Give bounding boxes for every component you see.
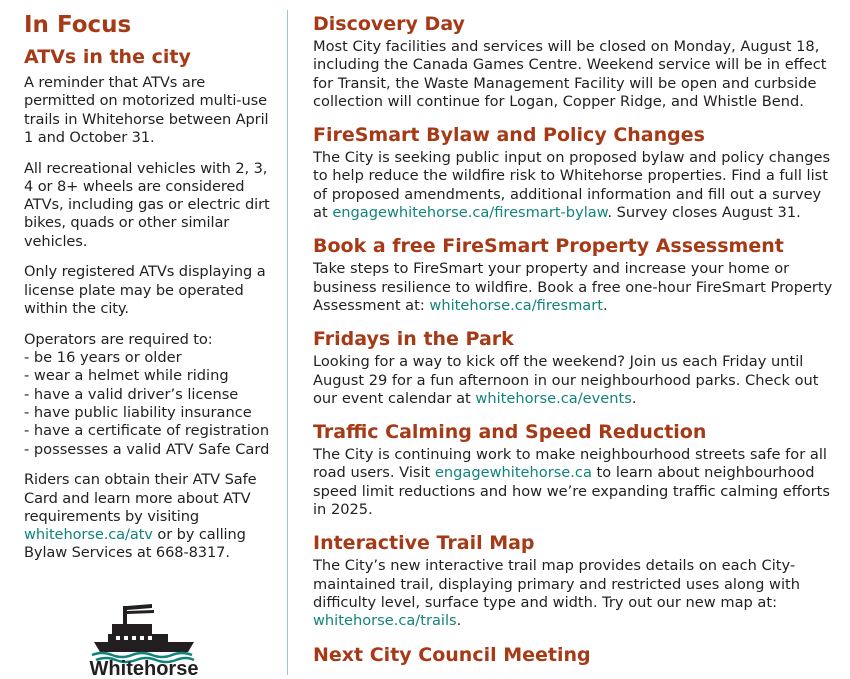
section-text-tail: . (602, 296, 608, 314)
section-title: Discovery Day (313, 13, 465, 35)
atv-subheading: ATVs in the city (24, 46, 191, 68)
section-traffic-calming (313, 420, 833, 519)
section-body (313, 260, 833, 315)
logo-wordmark: Whitehorse (89, 658, 199, 675)
section-body (313, 557, 833, 630)
section-body (313, 38, 833, 111)
list-item: - have a valid driver’s license (24, 385, 239, 403)
atv-para-3: Only registered ATVs displaying a license plate may be operated within the city. (24, 263, 266, 318)
atv-operators-intro: Operators are required to: (24, 330, 213, 348)
section-firesmart-bylaw (313, 123, 833, 222)
section-fridays-in-park (313, 327, 833, 408)
right-column (313, 12, 833, 667)
section-text: Take steps to FireSmart your property and increase your home or business resilience to wildfire. Book a free one-hour FireSmart Property Assessment at: (313, 260, 833, 314)
atv-para-1: A reminder that ATVs are permitted on motorized multi-use trails in Whitehorse between April 1 and October 31. (24, 74, 269, 146)
section-text-tail: . (456, 612, 462, 630)
section-title: Interactive Trail Map (313, 532, 535, 555)
section-title: Book a free FireSmart Property Assessment (313, 235, 784, 258)
section-title: Fridays in the Park (313, 328, 514, 351)
section-body (313, 353, 833, 408)
section-body (313, 446, 833, 519)
section-title: Next City Council Meeting (313, 643, 591, 666)
section-text: The City’s new interactive trail map provides details on each City-maintained trail, displaying primary and restricted uses along with difficulty level, surface type and width. Try out our new map at: (313, 557, 801, 611)
atv-requirements-list (24, 349, 274, 459)
sternwheeler-logo-icon (74, 600, 214, 675)
trails-link[interactable]: whitehorse.ca/trails (313, 612, 457, 630)
atv-para-2: All recreational vehicles with 2, 3, 4 or 8+ wheels are considered ATVs, including gas or electric dirt bikes, quads or other similar vehicles. (24, 159, 270, 250)
section-text-tail: . (631, 389, 637, 407)
events-link[interactable]: whitehorse.ca/events (475, 389, 632, 407)
section-discovery-day (313, 12, 833, 111)
section-text: Looking for a way to kick off the weekend? Join us each Friday until August 29 for a fun afternoon in our neighbourhood parks. Check out our event calendar at (313, 353, 819, 407)
atv-link[interactable]: whitehorse.ca/atv (24, 526, 153, 544)
firesmart-bylaw-link[interactable]: engagewhitehorse.ca/firesmart-bylaw (332, 204, 608, 222)
atv-para-5-tail: or by calling Bylaw Services at 668-8317. (24, 526, 246, 562)
section-council-meeting (313, 643, 833, 667)
firesmart-link[interactable]: whitehorse.ca/firesmart (429, 296, 603, 314)
section-text: The City is continuing work to make neighbourhood streets safe for all road users. Visit (313, 446, 827, 482)
section-text-tail: . Survey closes August 31. (607, 204, 801, 222)
whitehorse-logo (74, 600, 214, 675)
list-item: - possesses a valid ATV Safe Card (24, 440, 270, 458)
section-trail-map (313, 531, 833, 630)
section-text-tail: to learn about neighbourhood speed limit reductions and how we’re expanding traffic calming efforts in 2025. (313, 464, 831, 519)
list-item: - have public liability insurance (24, 403, 252, 421)
atv-para-5 (24, 471, 274, 562)
in-focus-heading: In Focus (24, 12, 132, 38)
engage-link[interactable]: engagewhitehorse.ca (434, 464, 592, 482)
section-firesmart-assessment (313, 234, 833, 315)
section-text: The City is seeking public input on proposed bylaw and policy changes to help reduce the wildfire risk to Whitehorse properties. Find a full list of proposed amendments, additional information and fill out a survey at (313, 149, 831, 222)
atv-para-5-text: Riders can obtain their ATV Safe Card and learn more about ATV requirements by visiting (24, 471, 257, 525)
section-text: Most City facilities and services will be closed on Monday, August 18, including the Canada Games Centre. Weekend service will be in effect for Transit, the Waste Management Facility will be open and curbside collection will continue for Logan, Copper Ridge, and Whistle Bend. (313, 38, 827, 110)
list-item: - be 16 years or older (24, 349, 182, 367)
section-title: Traffic Calming and Speed Reduction (313, 421, 707, 444)
column-divider (287, 10, 288, 675)
left-column (24, 10, 274, 575)
section-title: FireSmart Bylaw and Policy Changes (313, 124, 705, 147)
list-item: - have a certificate of registration (24, 422, 270, 440)
list-item: - wear a helmet while riding (24, 367, 229, 385)
section-body (313, 149, 833, 222)
